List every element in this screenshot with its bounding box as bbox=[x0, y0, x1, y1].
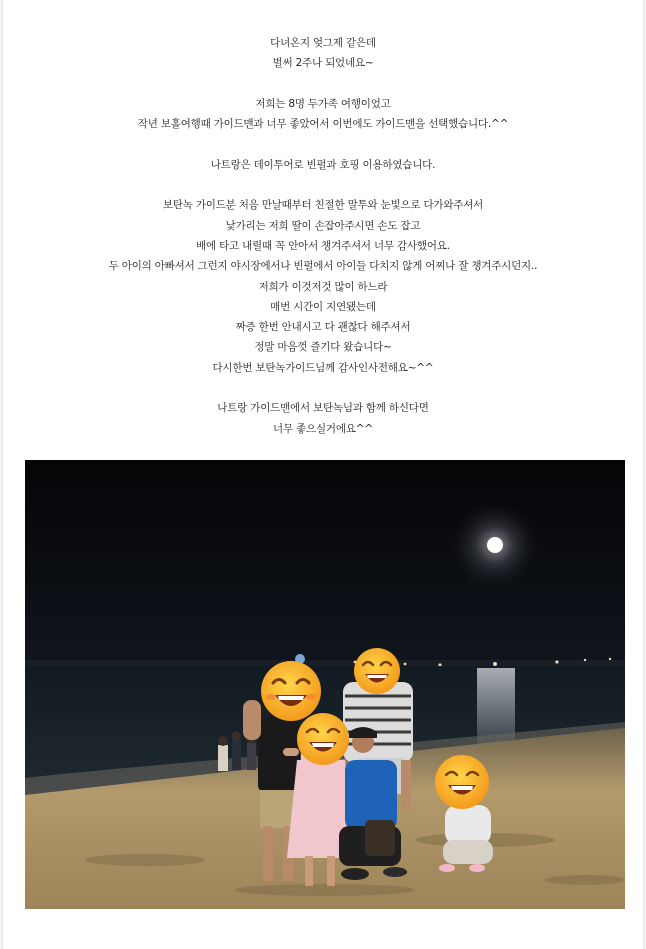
post-line: 다시한번 보탄녹가이드님께 감사인사전해요~^^ bbox=[212, 361, 434, 374]
moon bbox=[487, 537, 503, 553]
emoji-face-teen bbox=[261, 661, 321, 721]
post-line: 저희가 이것저것 많이 하느라 bbox=[258, 280, 388, 293]
post-line: 두 아이의 아빠셔서 그런지 야시장에서나 빈펄에서 아이들 다치지 않게 어찌나 잘 챙겨주시던지.. bbox=[108, 260, 538, 273]
post-line: 벌써 2주나 되었네요~ bbox=[272, 57, 374, 70]
post-line: 정말 마음껏 즐기다 왔습니다~ bbox=[254, 341, 392, 354]
post-body bbox=[3, 33, 643, 439]
post-line-blank bbox=[3, 378, 643, 398]
emoji-face-girl bbox=[297, 713, 349, 765]
post-line: 배에 타고 내릴때 꼭 안아서 챙겨주셔서 너무 감사했어요. bbox=[196, 239, 450, 252]
post-line-blank bbox=[3, 175, 643, 195]
person-child-crouching bbox=[439, 805, 493, 872]
post-line: 나트랑은 데이투어로 빈펄과 호핑 이용하였습니다. bbox=[210, 158, 436, 171]
post-line: 매번 시간이 지연됐는데 bbox=[270, 300, 376, 313]
post-line: 저희는 8명 두가족 여행이었고 bbox=[255, 97, 391, 110]
beach-photo[interactable] bbox=[25, 460, 625, 909]
blog-post-page bbox=[2, 0, 644, 949]
post-line-blank bbox=[3, 74, 643, 94]
post-line: 보탄녹 가이드분 처음 만날때부터 친절한 말투와 눈빛으로 다가와주셔서 bbox=[162, 199, 484, 212]
post-line: 짜증 한번 안내시고 다 괜찮다 해주셔서 bbox=[235, 321, 411, 334]
post-line: 너무 좋으실거에요^^ bbox=[273, 422, 373, 435]
post-line-blank bbox=[3, 134, 643, 154]
emoji-face-man bbox=[354, 648, 400, 694]
post-line: 나트랑 가이드맨에서 보탄녹님과 함께 하신다면 bbox=[217, 402, 429, 415]
post-line: 작년 보홀여행때 가이드맨과 너무 좋았어서 이번에도 가이드맨을 선택했습니다.^^ bbox=[137, 118, 509, 131]
beach-photo-illustration bbox=[25, 460, 625, 909]
post-line: 다녀온지 엊그제 같은데 bbox=[270, 37, 376, 49]
post-line: 낯가리는 저희 딸이 손잡아주시면 손도 잡고 bbox=[225, 219, 421, 232]
emoji-face-child bbox=[435, 755, 489, 809]
